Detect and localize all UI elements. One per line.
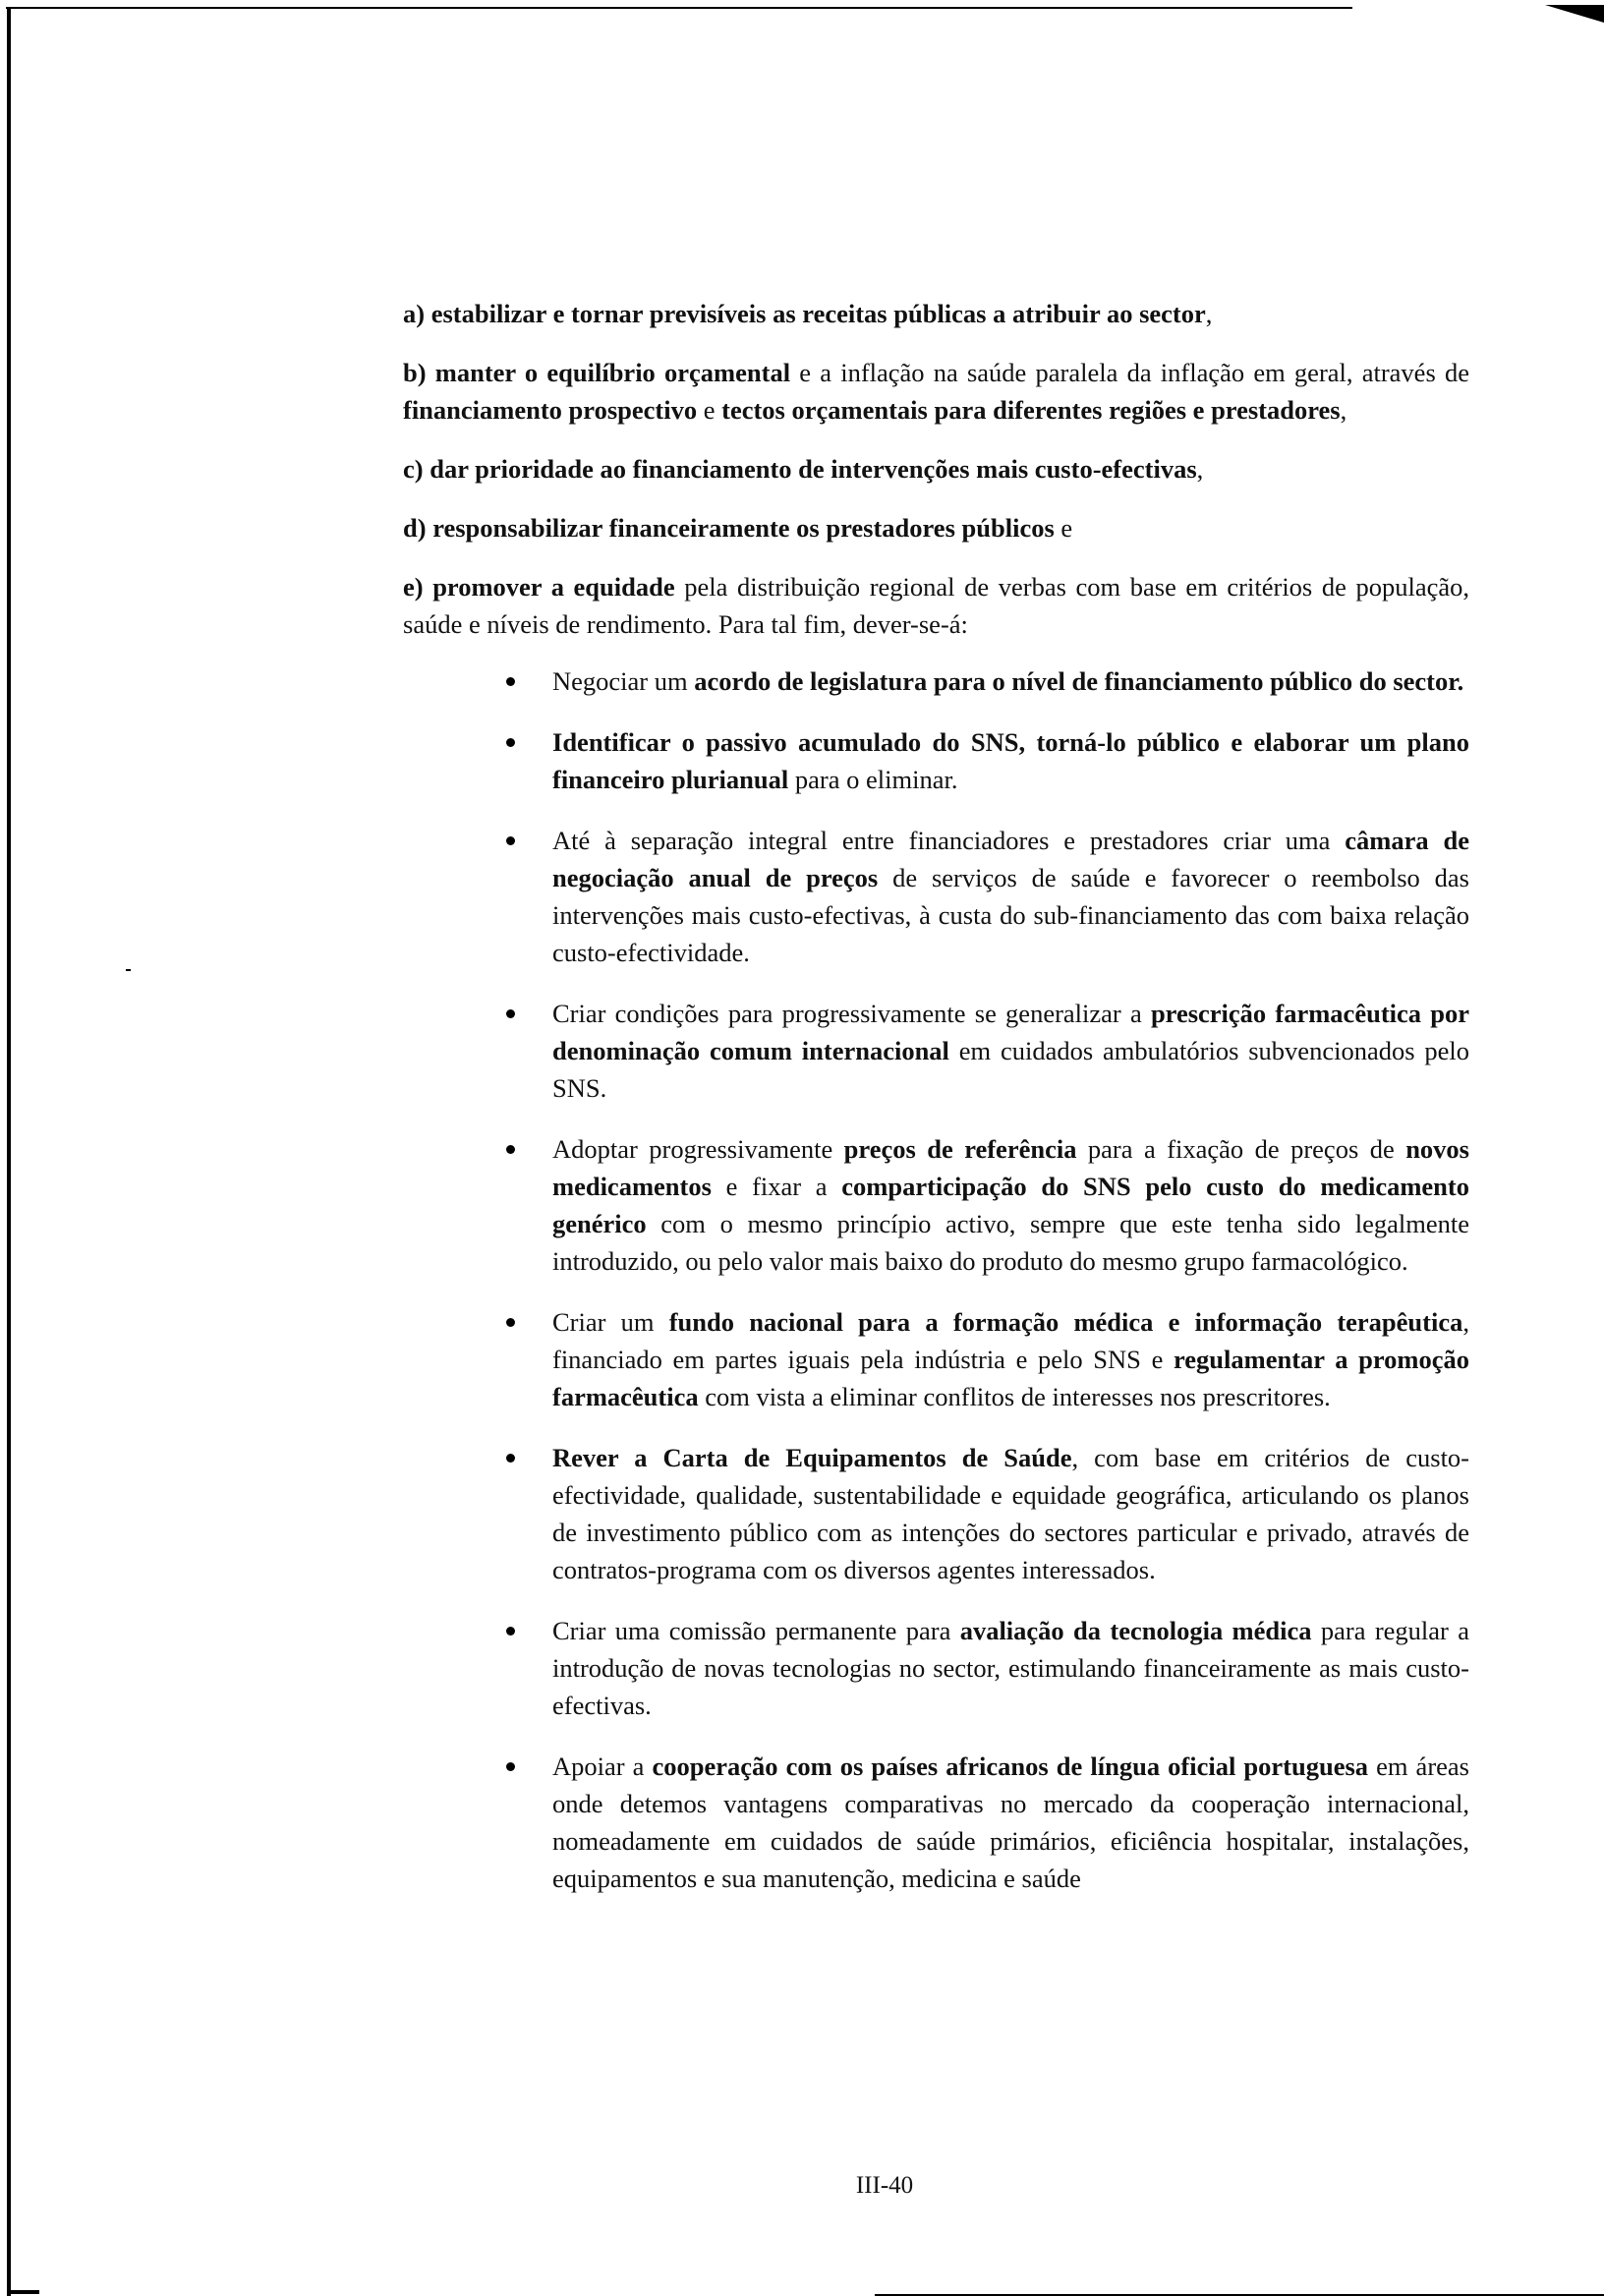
list-item-text bbox=[552, 1443, 1469, 1584]
body-text: Criar uma comissão permanente para bbox=[552, 1616, 960, 1645]
bullet-icon bbox=[506, 1009, 515, 1018]
bullet-icon bbox=[506, 1762, 515, 1771]
body-text: e fixar a bbox=[711, 1172, 842, 1201]
scan-corner-shadow bbox=[1545, 5, 1604, 23]
scan-speck bbox=[126, 969, 131, 971]
body-text: , bbox=[1340, 395, 1347, 425]
body-text: Até à separação integral entre financiadores e prestadores criar uma bbox=[552, 826, 1346, 855]
list-item-text bbox=[552, 826, 1469, 967]
list-item bbox=[552, 1439, 1469, 1588]
emphasis-text: cooperação com os países africanos de língua oficial portuguesa bbox=[652, 1751, 1369, 1781]
page-number: III-40 bbox=[855, 2172, 914, 2199]
body-text: Adoptar progressivamente bbox=[552, 1134, 844, 1164]
list-item bbox=[552, 822, 1469, 971]
list-item-text bbox=[552, 999, 1469, 1103]
objective-e bbox=[403, 568, 1469, 643]
measures-bullet-list bbox=[403, 662, 1469, 1897]
bullet-icon bbox=[506, 1627, 515, 1636]
body-text: para a fixação de preços de bbox=[1076, 1134, 1406, 1164]
body-text: Apoiar a bbox=[552, 1751, 653, 1781]
bullet-icon bbox=[506, 1145, 515, 1154]
emphasis-text: regulamentar a promoção farmacêutica bbox=[552, 1345, 1470, 1411]
emphasis-text: Rever a Carta de Equipamentos de Saúde bbox=[552, 1443, 1072, 1472]
body-text: para o eliminar. bbox=[788, 765, 958, 794]
bullet-icon bbox=[506, 738, 515, 747]
bullet-icon bbox=[506, 1318, 515, 1327]
objectives-list bbox=[403, 295, 1469, 643]
body-text: pela distribuição regional de verbas com base em critérios de população, saúde e níveis de rendimento. Para tal fim, dever-se-á: bbox=[403, 572, 1469, 639]
list-item-text bbox=[552, 1307, 1469, 1411]
emphasis-text: comparticipação do SNS pelo custo do medicamento genérico bbox=[552, 1172, 1469, 1238]
list-item-text bbox=[552, 666, 1463, 696]
emphasis-text: c) dar prioridade ao financiamento de intervenções mais custo-efectivas bbox=[403, 454, 1197, 484]
emphasis-text: prescrição farmacêutica por denominação comum internacional bbox=[552, 999, 1469, 1065]
emphasis-text: acordo de legislatura para o nível de financiamento público do sector. bbox=[694, 666, 1464, 696]
objective-b bbox=[403, 354, 1469, 429]
scan-edge-top bbox=[6, 7, 1352, 9]
body-text: e bbox=[1054, 513, 1073, 543]
list-item bbox=[552, 662, 1469, 700]
scan-edge-bottom-left bbox=[10, 2290, 39, 2294]
scan-edge-left bbox=[7, 8, 11, 2296]
body-text: , com base em critérios de custo-efectividade, qualidade, sustentabilidade e equidade geográfica, articulando os planos de investimento público com as intenções do sectores particular e privado, através de contratos-programa com os diversos agentes interessados. bbox=[552, 1443, 1470, 1584]
list-item bbox=[552, 995, 1469, 1107]
emphasis-text: avaliação da tecnologia médica bbox=[959, 1616, 1312, 1645]
body-text: Criar condições para progressivamente se generalizar a bbox=[552, 999, 1151, 1028]
list-item bbox=[552, 1748, 1469, 1897]
objective-c bbox=[403, 450, 1469, 488]
list-item-text bbox=[552, 1134, 1469, 1276]
list-item-text bbox=[552, 727, 1469, 794]
list-item bbox=[552, 723, 1469, 798]
body-text: Negociar um bbox=[552, 666, 695, 696]
bullet-icon bbox=[506, 1454, 515, 1463]
objective-d bbox=[403, 509, 1469, 546]
body-text: de serviços de saúde e favorecer o reembolso das intervenções mais custo-efectivas, à custa do sub-financiamento das com baixa relação custo-efectividade. bbox=[552, 863, 1469, 967]
emphasis-text: tectos orçamentais para diferentes regiões e prestadores bbox=[721, 395, 1341, 425]
body-text: , financiado em partes iguais pela indústria e pelo SNS e bbox=[552, 1307, 1469, 1374]
emphasis-text: financiamento prospectivo bbox=[403, 395, 698, 425]
body-text: com o mesmo princípio activo, sempre que este tenha sido legalmente introduzido, ou pelo valor mais baixo do produto do mesmo grupo farmacológico. bbox=[552, 1209, 1469, 1276]
list-item-text bbox=[552, 1616, 1469, 1720]
emphasis-text: b) manter o equilíbrio orçamental bbox=[403, 358, 791, 387]
body-text: para regular a introdução de novas tecnologias no sector, estimulando financeiramente as mais custo-efectivas. bbox=[552, 1616, 1469, 1720]
emphasis-text: fundo nacional para a formação médica e informação terapêutica bbox=[668, 1307, 1463, 1337]
list-item bbox=[552, 1303, 1469, 1415]
body-text: e bbox=[697, 395, 722, 425]
body-text: , bbox=[1205, 299, 1213, 328]
emphasis-text: d) responsabilizar financeiramente os prestadores públicos bbox=[403, 513, 1055, 543]
emphasis-text: novos medicamentos bbox=[552, 1134, 1469, 1201]
body-text: Criar um bbox=[552, 1307, 669, 1337]
bullet-icon bbox=[506, 836, 515, 845]
emphasis-text: câmara de negociação anual de preços bbox=[552, 826, 1469, 892]
bullet-icon bbox=[506, 677, 515, 686]
body-text: e a inflação na saúde paralela da inflação em geral, através de bbox=[790, 358, 1469, 387]
list-item bbox=[552, 1612, 1469, 1724]
body-text: , bbox=[1196, 454, 1204, 484]
objective-a bbox=[403, 295, 1469, 332]
body-text: em áreas onde detemos vantagens comparativas no mercado da cooperação internacional, nomeadamente em cuidados de saúde primários, eficiência hospitalar, instalações, equipamentos e sua manutenção, medicina e saúde bbox=[552, 1751, 1469, 1893]
body-text: com vista a eliminar conflitos de interesses nos prescritores. bbox=[698, 1382, 1331, 1411]
document-body bbox=[403, 295, 1469, 1921]
list-item-text bbox=[552, 1751, 1469, 1893]
list-item bbox=[552, 1130, 1469, 1280]
emphasis-text: a) estabilizar e tornar previsíveis as receitas públicas a atribuir ao sector bbox=[403, 299, 1206, 328]
emphasis-text: Identificar o passivo acumulado do SNS, torná-lo público e elaborar um plano financeiro plurianual bbox=[552, 727, 1469, 794]
body-text: em cuidados ambulatórios subvencionados pelo SNS. bbox=[552, 1036, 1469, 1103]
emphasis-text: e) promover a equidade bbox=[403, 572, 675, 602]
emphasis-text: preços de referência bbox=[843, 1134, 1077, 1164]
